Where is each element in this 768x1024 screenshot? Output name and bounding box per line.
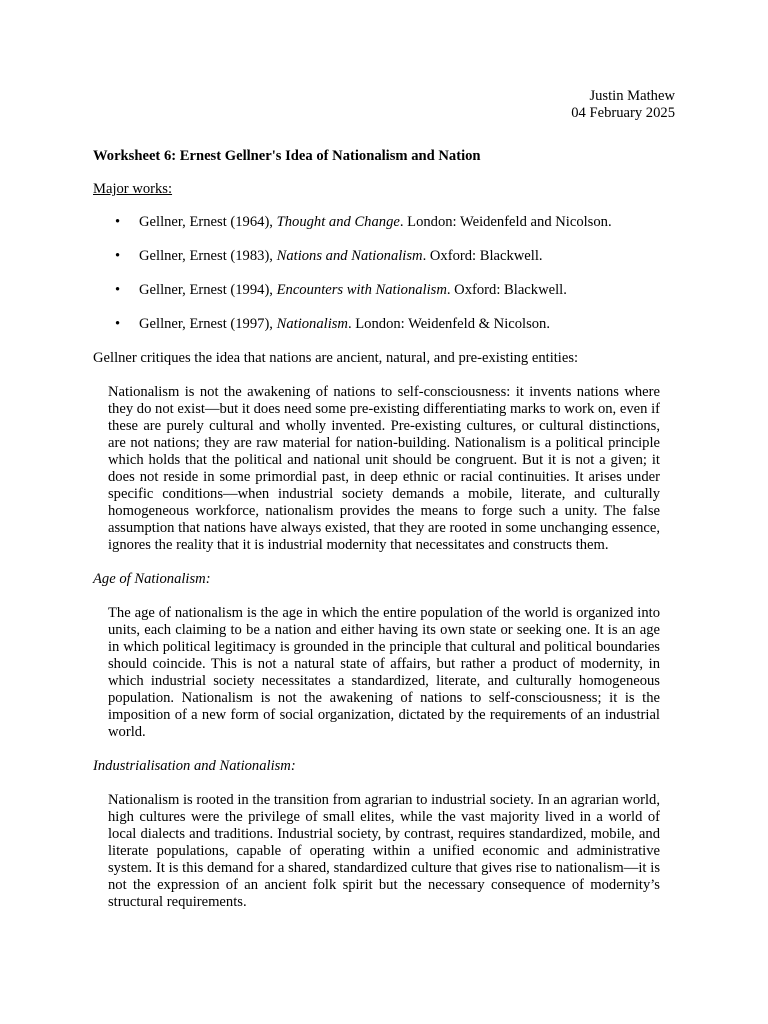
intro-paragraph: Gellner critiques the idea that nations are ancient, natural, and pre-existing entities: [93,350,579,366]
document-header [93,88,675,122]
work-publisher: . London: Weidenfeld and Nicolson. [399,214,612,230]
work-publisher: . London: Weidenfeld & Nicolson. [347,316,550,332]
block-quote-nations: Nationalism is not the awakening of nations to self-consciousness: it invents nations where they do not exist—but it does need some pre-existing differentiating marks to work on, even if these are purely cultural and wholly invented. Pre-existing cultures, or cultural distinctions, are not nations; they are raw material for nation-building. Nationalism is a political principle which holds that the political and national unit should be congruent. But it is not a given; it does not reside in some primordial past, in deep ethnic or racial continuities. It arises under specific conditions—when industrial society demands a mobile, literate, and culturally homogeneous workforce, nationalism provides the means to forge such a unity. The false assumption that nations have always existed, that they are rooted in some unchanging essence, ignores the reality that it is industrial modernity that necessitates and constructs them. [108,384,660,553]
section-heading-industrialisation: Industrialisation and Nationalism: [93,758,296,774]
bullet-icon: • [115,248,121,264]
major-works-label: Major works: [93,181,173,197]
work-citation: Gellner, Ernest (1983), [139,248,277,264]
block-quote-industrialisation: Nationalism is rooted in the transition from agrarian to industrial society. In an agrarian world, high cultures were the privilege of small elites, while the vast majority lived in a world of local dialects and traditions. Industrial society, by contrast, requires standardized, mobile, and literate populations, capable of operating within a unified economic and administrative system. It is this demand for a shared, standardized culture that gives rise to nationalism—it is not the expression of an ancient folk spirit but the necessary consequence of modernity’s structural requirements. [108,792,660,910]
section-heading-age: Age of Nationalism: [93,571,211,587]
bullet-icon: • [115,214,121,230]
work-publisher: . Oxford: Blackwell. [422,248,543,264]
work-citation: Gellner, Ernest (1997), [139,316,277,332]
bullet-icon: • [115,282,121,298]
major-works-list [93,214,675,333]
document-page [93,88,675,911]
list-item [93,248,675,265]
block-quote-age: The age of nationalism is the age in which the entire population of the world is organized into units, each claiming to be a nation and either having its own state or seeking one. It is an age in which political legitimacy is grounded in the principle that cultural and political boundaries should coincide. This is not a natural state of affairs, but rather a product of modernity, in which industrial society necessitates a standardized, literate, and culturally homogeneous population. Nationalism is not the awakening of nations to self-consciousness; it is the imposition of a new form of social organization, dictated by the requirements of an industrial world. [108,605,660,740]
work-publisher: . Oxford: Blackwell. [446,282,567,298]
work-title: Nations and Nationalism [276,248,423,264]
bullet-icon: • [115,316,121,332]
work-title: Thought and Change [276,214,400,230]
document-date: 04 February 2025 [571,105,675,121]
list-item [93,282,675,299]
worksheet-title: Worksheet 6: Ernest Gellner's Idea of Nationalism and Nation [93,148,481,164]
work-title: Nationalism [276,316,348,332]
list-item [93,316,675,333]
list-item [93,214,675,231]
work-title: Encounters with Nationalism [276,282,447,298]
work-citation: Gellner, Ernest (1994), [139,282,277,298]
author-name: Justin Mathew [589,88,675,104]
work-citation: Gellner, Ernest (1964), [139,214,277,230]
